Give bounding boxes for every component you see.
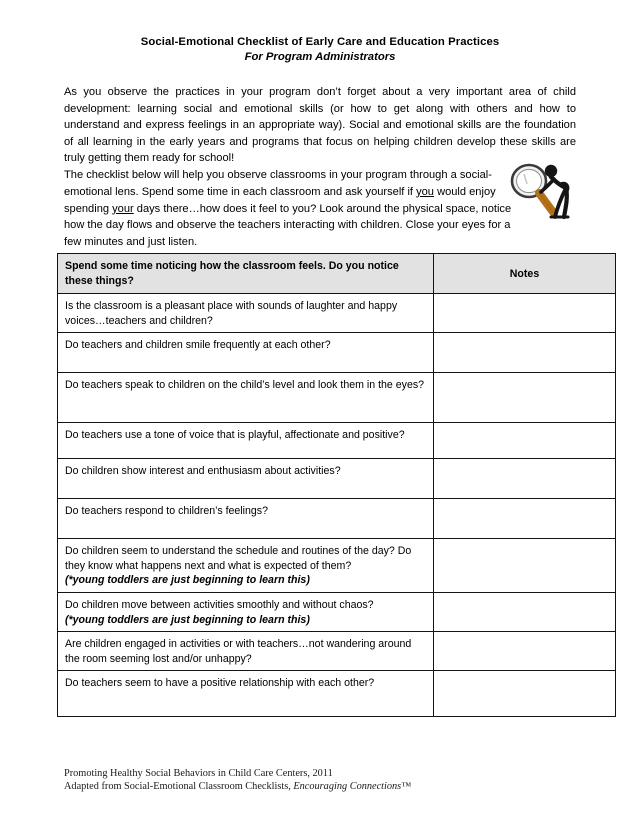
title-block — [60, 35, 580, 65]
table-row — [58, 632, 616, 671]
row-notes-cell[interactable] — [434, 423, 616, 459]
checklist-intro-underline-you: you — [416, 185, 434, 198]
stick-figure-with-magnifying-glass-icon — [508, 160, 580, 222]
footer-line-2-prefix: Adapted from Social-Emotional Classroom Checklists, — [64, 780, 294, 792]
row-question: Do teachers respond to children’s feelings? — [58, 499, 434, 539]
page-subtitle: For Program Administrators — [244, 51, 396, 63]
row-question-note: (*young toddlers are just beginning to learn this) — [65, 574, 310, 587]
row-question: Are children engaged in activities or with teachers…not wandering around the room seeming lost and/or unhappy? — [58, 632, 434, 671]
row-notes-cell[interactable] — [434, 539, 616, 593]
table-row — [58, 592, 616, 631]
footer-line-2 — [64, 781, 534, 794]
table-row — [58, 671, 616, 717]
intro-paragraph: As you observe the practices in your program don’t forget about a very important area of child development: learning social and emotional skills (or how to get along with others and how to understand and express feelings in an appropriate way). Social and emotional skills are the foundation of all learning in the early years and programs that focus on helping children develop these skills are truly getting them ready for school! — [64, 86, 576, 165]
column-header-notes: Notes — [434, 254, 616, 294]
checklist-intro-paragraph — [64, 167, 519, 251]
row-notes-cell[interactable] — [434, 671, 616, 717]
checklist-intro-part1: The checklist below will help you observe classrooms in your program through a social-emotional lens. Spend some time in each classroom and ask yourself if — [64, 169, 492, 198]
row-notes-cell[interactable] — [434, 592, 616, 631]
table-header — [58, 254, 616, 294]
footer — [64, 768, 534, 793]
row-notes-cell[interactable] — [434, 333, 616, 373]
row-notes-cell[interactable] — [434, 373, 616, 423]
row-question: Is the classroom is a pleasant place with sounds of laughter and happy voices…teachers and children? — [58, 294, 434, 333]
table-row — [58, 539, 616, 593]
row-notes-cell[interactable] — [434, 499, 616, 539]
row-question: Do teachers use a tone of voice that is playful, affectionate and positive? — [58, 423, 434, 459]
row-question-text: Do children seem to understand the schedule and routines of the day? Do they know what happens next and what is expected of them? — [65, 545, 412, 572]
table-body — [58, 294, 616, 717]
row-question: Do teachers seem to have a positive relationship with each other? — [58, 671, 434, 717]
table-row — [58, 294, 616, 333]
footer-line-2-italic: Encouraging Connections™ — [293, 780, 412, 792]
row-notes-cell[interactable] — [434, 632, 616, 671]
row-question: Do children show interest and enthusiasm about activities? — [58, 459, 434, 499]
checklist-table — [57, 253, 616, 717]
row-question — [58, 592, 434, 631]
row-question: Do teachers and children smile frequently at each other? — [58, 333, 434, 373]
table-row — [58, 333, 616, 373]
checklist-intro-underline-your: your — [112, 202, 134, 215]
page-title: Social-Emotional Checklist of Early Care and Education Practices — [140, 36, 500, 48]
row-question: Do teachers speak to children on the child’s level and look them in the eyes? — [58, 373, 434, 423]
row-notes-cell[interactable] — [434, 294, 616, 333]
checklist-intro-part3: days there…how does it feel to you? Look around the physical space, notice how the day flows and observe the teachers interacting with children. Close your eyes for a few minutes and just listen. — [64, 202, 512, 249]
row-notes-cell[interactable] — [434, 459, 616, 499]
table-row — [58, 499, 616, 539]
table-header-row — [58, 254, 616, 294]
row-question — [58, 539, 434, 593]
table-row — [58, 459, 616, 499]
table-row — [58, 373, 616, 423]
footer-line-1: Promoting Healthy Social Behaviors in Child Care Centers, 2011 — [64, 768, 333, 779]
checklist-intro-part2: would enjoy spending — [64, 185, 496, 215]
column-header-questions: Spend some time noticing how the classroom feels. Do you notice these things? — [58, 254, 434, 294]
row-question-text: Do children move between activities smoothly and without chaos? — [65, 598, 374, 611]
table-row — [58, 423, 616, 459]
row-question-note: (*young toddlers are just beginning to learn this) — [65, 613, 310, 626]
